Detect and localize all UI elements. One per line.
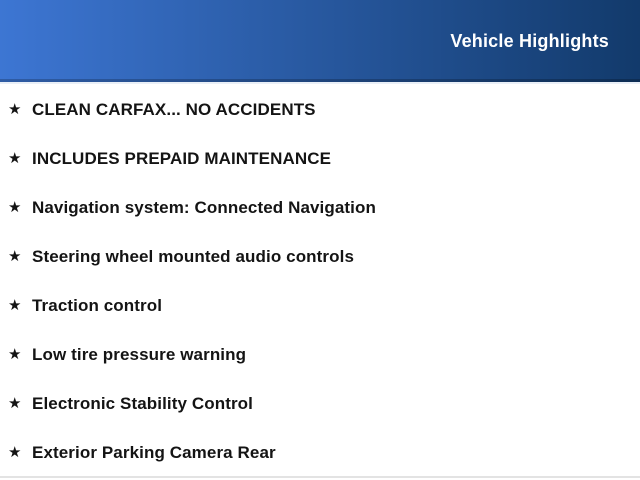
star-icon: ★: [8, 248, 22, 265]
star-icon: ★: [8, 297, 22, 314]
star-icon: ★: [8, 346, 22, 363]
highlight-item-label: Navigation system: Connected Navigation: [32, 197, 376, 217]
star-icon: ★: [8, 199, 22, 216]
bottom-divider: [0, 476, 640, 478]
highlight-item-label: Exterior Parking Camera Rear: [32, 442, 276, 462]
star-icon: ★: [8, 395, 22, 412]
highlight-item-label: Low tire pressure warning: [32, 344, 247, 364]
star-icon: ★: [8, 150, 22, 167]
highlight-item-label: Steering wheel mounted audio controls: [32, 246, 355, 266]
highlight-item: [0, 428, 640, 477]
highlight-item: [0, 232, 640, 281]
highlight-item-label: INCLUDES PREPAID MAINTENANCE: [32, 148, 332, 168]
star-icon: ★: [8, 101, 22, 118]
header: [0, 0, 640, 82]
highlight-item: [0, 183, 640, 232]
highlight-item: [0, 281, 640, 330]
highlight-item: [0, 379, 640, 428]
highlight-item-label: CLEAN CARFAX... NO ACCIDENTS: [32, 99, 316, 119]
page-title: Vehicle Highlights: [450, 30, 609, 51]
highlight-item: [0, 134, 640, 183]
highlight-item: [0, 85, 640, 134]
highlight-item-label: Traction control: [32, 295, 163, 315]
highlight-item: [0, 330, 640, 379]
highlights-list: [0, 84, 640, 477]
highlight-item-label: Electronic Stability Control: [32, 393, 253, 413]
star-icon: ★: [8, 444, 22, 461]
